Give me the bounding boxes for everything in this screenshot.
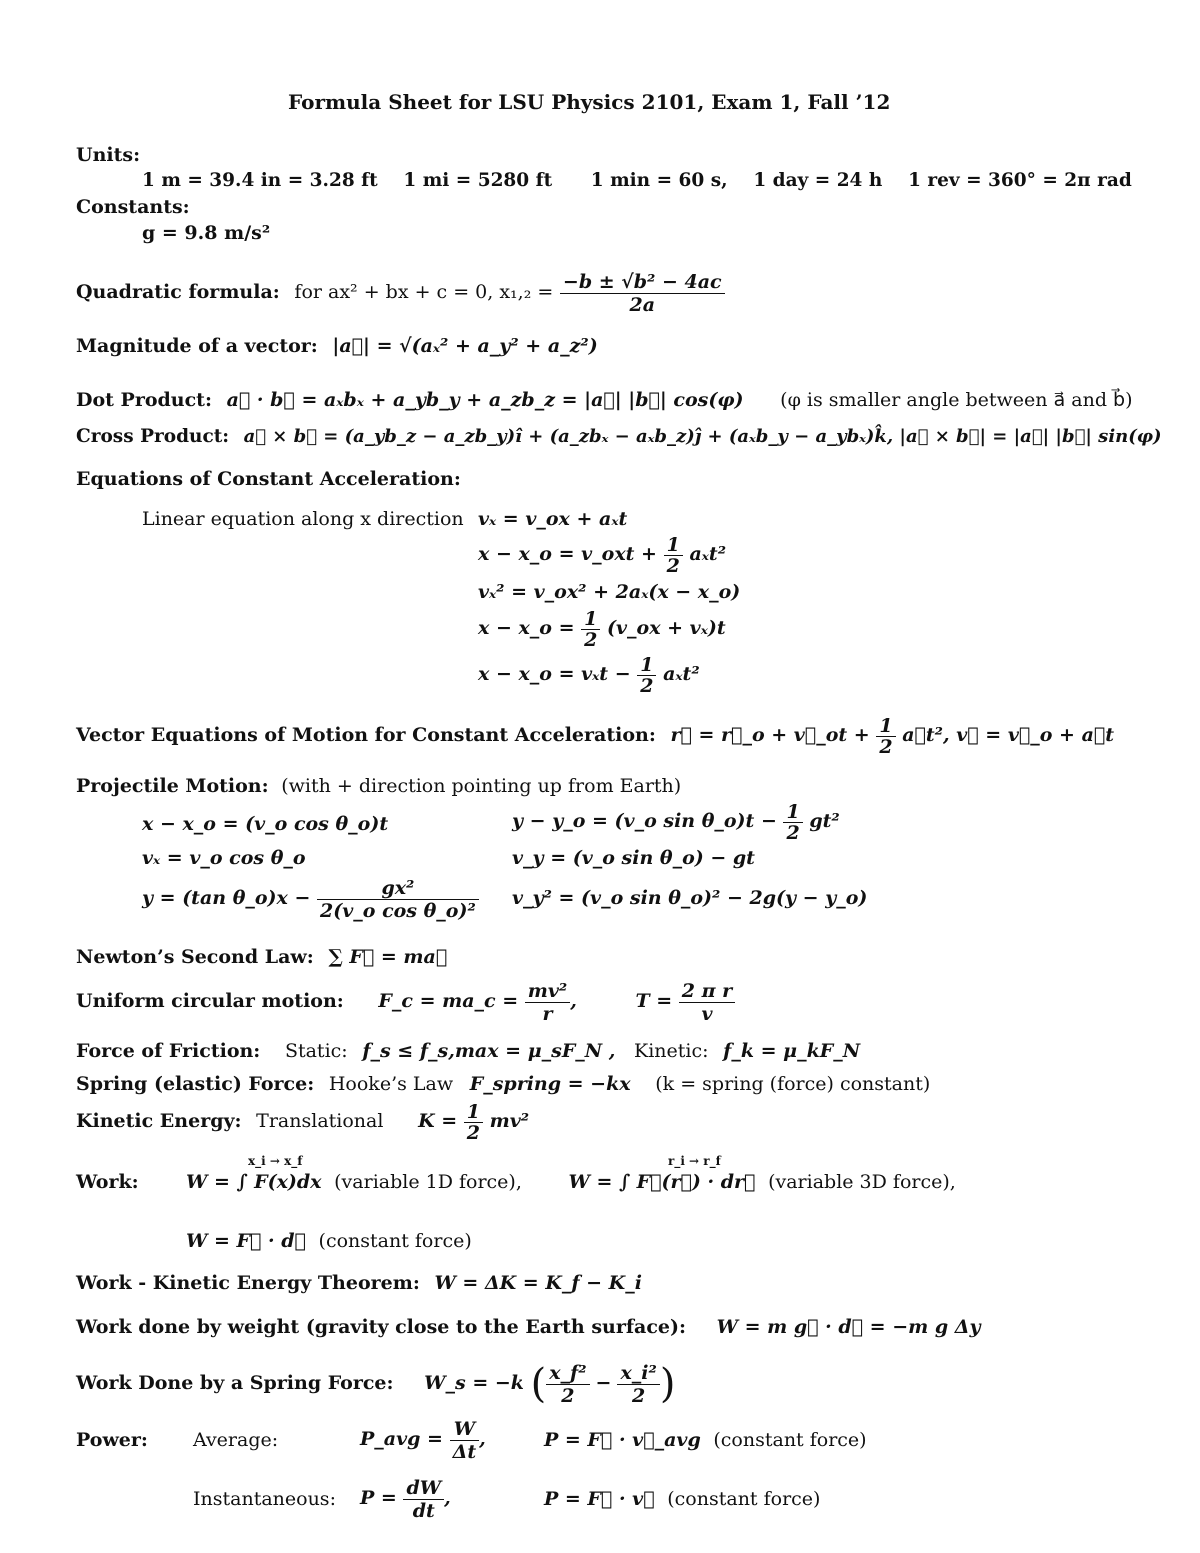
- spring-work-frac-2: [617, 1362, 659, 1407]
- projectile-l3-fraction: [317, 877, 479, 922]
- const-accel-eq5-right: aₓt²: [663, 663, 700, 685]
- power-inst-row: [360, 1469, 451, 1527]
- weight-expr: W = m g⃗ · d⃗ = −m g Δy: [716, 1316, 981, 1338]
- quadratic-numerator: −b ± √b² − 4ac: [560, 271, 725, 294]
- dot-product-row: [76, 388, 1133, 412]
- circular-force: F_c = ma_c =: [378, 990, 519, 1012]
- power-inst-label: Instantaneous:: [193, 1488, 336, 1510]
- friction-label: Force of Friction:: [76, 1040, 261, 1062]
- spring-note: (k = spring (force) constant): [655, 1073, 931, 1095]
- paren-close-icon: ): [659, 1361, 676, 1407]
- quadratic-label: Quadratic formula:: [76, 281, 280, 303]
- kinetic-energy-sub: Translational: [256, 1110, 384, 1132]
- half-num: 1: [637, 655, 656, 676]
- projectile-l2: vₓ = v_o cos θ_o: [142, 847, 306, 869]
- friction-kinetic: f_k = μ_kF_N: [723, 1040, 861, 1062]
- circular-fraction-1: [525, 980, 570, 1025]
- spring-work-den2: 2: [632, 1384, 646, 1407]
- units-label: Units:: [76, 144, 141, 166]
- half-fraction: [464, 1102, 483, 1143]
- circular-num2: 2 π r: [679, 980, 735, 1003]
- power-inst-left: P =: [360, 1487, 397, 1509]
- half-fraction: [783, 802, 802, 843]
- vector-equations-label: Vector Equations of Motion for Constant Acceleration:: [76, 724, 656, 746]
- const-accel-eq4-right: (v_ox + vₓ)t: [607, 617, 726, 639]
- power-inst-right: P = F⃗ · v⃗: [544, 1488, 655, 1510]
- half-den: 2: [666, 554, 680, 577]
- half-num: 1: [464, 1102, 483, 1123]
- friction-static: f_s ≤ f_s,max = μ_sF_N ,: [362, 1040, 616, 1062]
- magnitude-expr: |a⃗| = √(aₓ² + a_y² + a_z²): [332, 335, 598, 357]
- friction-static-label: Static:: [284, 1040, 348, 1062]
- half-den: 2: [879, 735, 893, 758]
- projectile-l3: [142, 870, 479, 926]
- projectile-l1: x − x_o = (v_o cos θ_o)t: [142, 813, 389, 835]
- vector-equations-right: a⃗t², v⃗ = v⃗_o + a⃗t: [902, 724, 1115, 746]
- wke-row: [76, 1271, 642, 1295]
- work-row-1: [186, 1170, 956, 1194]
- half-fraction: [664, 535, 683, 576]
- power-inst-num: dW: [403, 1477, 444, 1500]
- const-accel-eq4-left: x − x_o =: [478, 617, 575, 639]
- work-limits-1: x_i → x_f: [248, 1154, 303, 1168]
- magnitude-label: Magnitude of a vector:: [76, 335, 318, 357]
- projectile-l3-num: gx²: [317, 877, 479, 900]
- const-accel-sublabel: Linear equation along x direction: [142, 508, 464, 530]
- power-inst-fraction: [403, 1477, 444, 1522]
- spring-work-frac-1: [546, 1362, 589, 1407]
- vector-equations-row: [76, 710, 1114, 760]
- const-accel-eq2-right: aₓt²: [689, 543, 727, 565]
- weight-label: Work done by weight (gravity close to the Earth surface):: [76, 1316, 686, 1338]
- dot-product-expr: a⃗ · b⃗ = aₓbₓ + a_yb_y + a_zb_z = |a⃗| |b⃗| cos(φ): [226, 389, 744, 411]
- spring-work-num2: x_i²: [617, 1362, 659, 1385]
- spring-work-num1: x_f²: [546, 1362, 589, 1385]
- circular-fraction-2: [679, 980, 735, 1025]
- half-den: 2: [640, 674, 654, 697]
- const-accel-eq3: vₓ² = v_ox² + 2aₓ(x − x_o): [478, 581, 741, 603]
- spring-label: Spring (elastic) Force:: [76, 1073, 315, 1095]
- power-avg-right: P = F⃗ · v⃗_avg: [544, 1429, 701, 1451]
- half-den: 2: [584, 628, 598, 651]
- quadratic-fraction: [560, 271, 725, 316]
- const-accel-label: Equations of Constant Acceleration:: [76, 468, 461, 490]
- work-expr-2: W = ∫ F⃗(r⃗) · dr⃗: [568, 1171, 756, 1193]
- power-inst-comma: ,: [444, 1487, 451, 1509]
- projectile-r2: v_y = (v_o sin θ_o) − gt: [512, 847, 755, 869]
- work-note-3: (constant force): [318, 1230, 472, 1252]
- const-accel-eq4: [478, 604, 726, 652]
- projectile-r1: [512, 796, 840, 846]
- circular-period: T =: [635, 990, 673, 1012]
- spring-work-label: Work Done by a Spring Force:: [76, 1372, 394, 1394]
- half-num: 1: [783, 802, 802, 823]
- const-accel-eq5-left: x − x_o = vₓt −: [478, 663, 631, 685]
- const-accel-eq5: [478, 650, 700, 698]
- work-row-2: [186, 1229, 472, 1253]
- power-avg-num: W: [450, 1418, 480, 1441]
- quadratic-pre: for ax² + bx + c = 0, x₁,₂ =: [294, 281, 554, 303]
- constants-line: g = 9.8 m/s²: [142, 222, 271, 244]
- page-title: Formula Sheet for LSU Physics 2101, Exam 1, Fall ’12: [288, 90, 891, 114]
- units-line: 1 m = 39.4 in = 3.28 ft 1 mi = 5280 ft 1 min = 60 s, 1 day = 24 h 1 rev = 360° = 2π rad: [142, 170, 1132, 191]
- spring-hooke: Hooke’s Law: [328, 1073, 454, 1095]
- power-inst-note: (constant force): [667, 1488, 821, 1510]
- work-note-1: (variable 1D force),: [334, 1171, 522, 1193]
- kinetic-energy-left: K =: [418, 1110, 458, 1132]
- quadratic-row: [76, 262, 725, 322]
- kinetic-energy-row: [76, 1096, 529, 1146]
- half-num: 1: [876, 716, 895, 737]
- circular-den1: r: [542, 1002, 553, 1025]
- circular-label: Uniform circular motion:: [76, 990, 344, 1012]
- work-expr-1: W = ∫ F(x)dx: [186, 1171, 322, 1193]
- half-num: 1: [664, 535, 683, 556]
- power-avg-right-row: [544, 1428, 867, 1452]
- circular-row: [76, 972, 735, 1030]
- projectile-label: Projectile Motion:: [76, 775, 269, 797]
- quadratic-denominator: 2a: [629, 293, 656, 316]
- circular-comma: ,: [570, 990, 577, 1012]
- spring-expr: F_spring = −kx: [469, 1073, 631, 1095]
- newton-row: [76, 945, 447, 969]
- dot-product-note: (φ is smaller angle between a⃗ and b⃗): [780, 389, 1133, 411]
- spring-work-row: [76, 1355, 675, 1412]
- half-fraction: [637, 655, 656, 696]
- half-fraction: [876, 716, 895, 757]
- power-avg-note: (constant force): [713, 1429, 867, 1451]
- work-expr-3: W = F⃗ · d⃗: [186, 1230, 306, 1252]
- const-accel-eq1: vₓ = v_ox + aₓt: [478, 508, 628, 530]
- minus-icon: −: [595, 1372, 612, 1394]
- half-den: 2: [786, 821, 800, 844]
- power-avg-row: [360, 1410, 486, 1468]
- projectile-row: [76, 774, 681, 798]
- work-limits-2: r_i → r_f: [668, 1154, 721, 1168]
- projectile-note: (with + direction pointing up from Earth): [281, 775, 682, 797]
- power-inst-den: dt: [412, 1499, 435, 1522]
- power-avg-fraction: [450, 1418, 480, 1463]
- paren-open-icon: (: [530, 1361, 547, 1407]
- spring-work-den1: 2: [561, 1384, 575, 1407]
- weight-row: [76, 1315, 981, 1339]
- circular-den2: v: [701, 1002, 713, 1025]
- dot-product-label: Dot Product:: [76, 389, 212, 411]
- const-accel-eq2-left: x − x_o = v_oxt +: [478, 543, 657, 565]
- friction-row: [76, 1039, 860, 1063]
- half-num: 1: [581, 609, 600, 630]
- newton-expr: ∑ F⃗ = ma⃗: [328, 946, 448, 968]
- projectile-r1-right: gt²: [809, 810, 840, 832]
- projectile-r3: v_y² = (v_o sin θ_o)² − 2g(y − y_o): [512, 887, 868, 909]
- circular-num1: mv²: [525, 980, 570, 1003]
- cross-product-label: Cross Product:: [76, 426, 230, 447]
- vector-equations-left: r⃗ = r⃗_o + v⃗_ot +: [670, 724, 870, 746]
- cross-product-expr: a⃗ × b⃗ = (a_yb_z − a_zb_y)î + (a_zbₓ − aₓb_z)ĵ + (aₓb_y − a_ybₓ)k̂, |a⃗ × b⃗| = |a⃗| |b⃗| sin(φ): [243, 426, 1162, 447]
- magnitude-row: [76, 334, 598, 358]
- projectile-l3-left: y = (tan θ_o)x −: [142, 887, 311, 909]
- projectile-r1-left: y − y_o = (v_o sin θ_o)t −: [512, 810, 777, 832]
- constants-label: Constants:: [76, 196, 190, 218]
- power-avg-den: Δt: [452, 1440, 477, 1463]
- power-label: Power:: [76, 1429, 148, 1451]
- kinetic-energy-right: mv²: [489, 1110, 530, 1132]
- power-avg-comma: ,: [479, 1428, 486, 1450]
- const-accel-eq2: [478, 530, 726, 578]
- work-note-2: (variable 3D force),: [768, 1171, 956, 1193]
- wke-label: Work - Kinetic Energy Theorem:: [76, 1272, 420, 1294]
- spring-row: [76, 1072, 930, 1096]
- half-fraction: [581, 609, 600, 650]
- cross-product-row: [76, 425, 1162, 449]
- wke-expr: W = ΔK = K_f − K_i: [434, 1272, 642, 1294]
- newton-label: Newton’s Second Law:: [76, 946, 314, 968]
- power-avg-label: Average:: [193, 1429, 279, 1451]
- power-inst-right-row: [544, 1487, 820, 1511]
- work-label: Work:: [76, 1171, 139, 1193]
- spring-work-left: W_s = −k: [424, 1372, 524, 1394]
- half-den: 2: [466, 1121, 480, 1144]
- kinetic-energy-label: Kinetic Energy:: [76, 1110, 242, 1132]
- projectile-l3-den: 2(v_o cos θ_o)²: [320, 899, 476, 922]
- power-avg-left: P_avg =: [360, 1428, 443, 1450]
- friction-kinetic-label: Kinetic:: [634, 1040, 709, 1062]
